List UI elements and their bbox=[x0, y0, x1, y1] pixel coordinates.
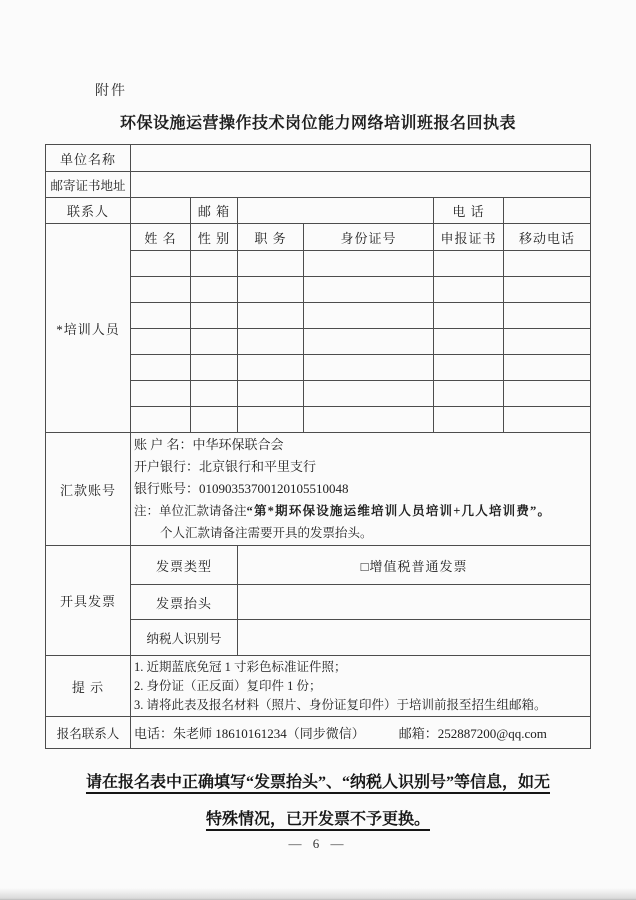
trainee-cell bbox=[434, 303, 504, 329]
trainee-cell bbox=[238, 355, 304, 381]
tip-item: 3. 请将此表及报名材料（照片、身份证复印件）于培训前报至招生组邮箱。 bbox=[134, 697, 547, 712]
mailing-address-row bbox=[46, 172, 591, 198]
trainee-cell bbox=[191, 329, 238, 355]
email-label: 邮 箱 bbox=[191, 198, 238, 224]
mailing-address-label: 邮寄证书地址 bbox=[46, 172, 131, 198]
trainee-cell bbox=[131, 251, 191, 277]
contact-row bbox=[46, 198, 591, 224]
trainee-cell bbox=[131, 329, 191, 355]
invoice-type-checkbox-option: □增值税普通发票 bbox=[238, 546, 591, 585]
trainee-cell bbox=[304, 355, 434, 381]
trainee-cell bbox=[504, 277, 591, 303]
trainee-header-row bbox=[46, 224, 591, 251]
remittance-note: 注：单位汇款请备注“第*期环保设施运维培训人员培训+几人培训费”。 bbox=[134, 504, 552, 518]
footer-note-line2: 特殊情况，已开发票不予更换。 bbox=[205, 811, 430, 828]
trainee-column-header: 移动电话 bbox=[504, 224, 591, 251]
registration-contact-row bbox=[46, 717, 591, 749]
trainee-cell bbox=[191, 277, 238, 303]
registration-contact-details bbox=[131, 717, 591, 749]
remittance-note-line2: 个人汇款请备注需要开具的发票抬头。 bbox=[160, 526, 373, 540]
footer-note bbox=[0, 764, 636, 838]
trainee-cell bbox=[238, 251, 304, 277]
trainee-cell bbox=[304, 277, 434, 303]
trainee-cell bbox=[191, 381, 238, 407]
trainee-cell bbox=[238, 381, 304, 407]
page-title: 环保设施运营操作技术岗位能力网络培训班报名回执表 bbox=[119, 115, 516, 132]
trainee-cell bbox=[504, 303, 591, 329]
tip-item: 2. 身份证（正反面）复印件 1 份； bbox=[134, 678, 322, 693]
trainee-column-header: 性 别 bbox=[191, 224, 238, 251]
footer-note-line1: 请在报名表中正确填写“发票抬头”、“纳税人识别号”等信息，如无 bbox=[85, 774, 550, 791]
trainees-section-label: *培训人员 bbox=[46, 224, 131, 433]
trainee-cell bbox=[504, 251, 591, 277]
invoice-type-label: 发票类型 bbox=[131, 546, 238, 585]
remittance-row bbox=[46, 433, 591, 546]
trainee-cell bbox=[131, 381, 191, 407]
trainee-cell bbox=[434, 251, 504, 277]
trainee-cell bbox=[191, 355, 238, 381]
invoice-title-label: 发票抬头 bbox=[131, 585, 238, 620]
trainee-cell bbox=[434, 355, 504, 381]
unit-name-row bbox=[46, 145, 591, 172]
trainee-column-header: 身份证号 bbox=[304, 224, 434, 251]
registration-table bbox=[45, 144, 591, 749]
taxpayer-id-value bbox=[238, 620, 591, 656]
tip-item: 1. 近期蓝底免冠 1 寸彩色标准证件照； bbox=[134, 659, 347, 674]
trainee-column-header: 职 务 bbox=[238, 224, 304, 251]
remittance-bank: 开户银行：北京银行和平里支行 bbox=[134, 459, 317, 474]
remittance-account-number: 银行账号：01090353700120105510048 bbox=[134, 481, 349, 496]
invoice-title-value bbox=[238, 585, 591, 620]
contact-label: 联系人 bbox=[46, 198, 131, 224]
trainee-cell bbox=[304, 329, 434, 355]
registration-contact-label: 报名联系人 bbox=[46, 717, 131, 749]
email-value bbox=[238, 198, 434, 224]
registration-contact-phone: 电话：朱老师 18610161234（同步微信） bbox=[134, 726, 365, 741]
trainee-cell bbox=[191, 407, 238, 433]
page-number: — 6 — bbox=[288, 836, 348, 851]
trainee-cell bbox=[131, 407, 191, 433]
trainee-cell bbox=[238, 303, 304, 329]
trainee-cell bbox=[504, 329, 591, 355]
tips-row bbox=[46, 656, 591, 717]
invoice-type-row bbox=[46, 546, 591, 585]
trainee-cell bbox=[434, 329, 504, 355]
trainee-cell bbox=[504, 381, 591, 407]
trainee-column-header: 申报证书 bbox=[434, 224, 504, 251]
trainee-cell bbox=[434, 407, 504, 433]
trainee-cell bbox=[304, 303, 434, 329]
tips-label: 提 示 bbox=[46, 656, 131, 717]
unit-name-label: 单位名称 bbox=[46, 145, 131, 172]
trainee-cell bbox=[131, 277, 191, 303]
unit-name-value bbox=[131, 145, 591, 172]
phone-value bbox=[504, 198, 591, 224]
remittance-label: 汇款账号 bbox=[46, 433, 131, 546]
scan-shadow bbox=[0, 888, 636, 900]
registration-contact-email: 邮箱：252887200@qq.com bbox=[398, 726, 547, 741]
trainee-cell bbox=[304, 381, 434, 407]
tips-list bbox=[131, 656, 591, 717]
remittance-account-name: 账 户 名：中华环保联合会 bbox=[134, 437, 284, 452]
trainee-column-header: 姓 名 bbox=[131, 224, 191, 251]
trainee-cell bbox=[191, 303, 238, 329]
trainee-cell bbox=[191, 251, 238, 277]
trainee-cell bbox=[434, 381, 504, 407]
invoice-section-label: 开具发票 bbox=[46, 546, 131, 656]
trainee-cell bbox=[504, 407, 591, 433]
phone-label: 电 话 bbox=[434, 198, 504, 224]
trainee-cell bbox=[238, 329, 304, 355]
trainee-cell bbox=[304, 251, 434, 277]
taxpayer-id-label: 纳税人识别号 bbox=[131, 620, 238, 656]
trainee-cell bbox=[304, 407, 434, 433]
mailing-address-value bbox=[131, 172, 591, 198]
contact-value bbox=[131, 198, 191, 224]
trainee-cell bbox=[238, 407, 304, 433]
remittance-details bbox=[131, 433, 591, 546]
trainee-cell bbox=[131, 355, 191, 381]
attachment-label: 附件 bbox=[95, 84, 127, 99]
trainee-cell bbox=[434, 277, 504, 303]
trainee-cell bbox=[504, 355, 591, 381]
trainee-cell bbox=[238, 277, 304, 303]
trainee-cell bbox=[131, 303, 191, 329]
